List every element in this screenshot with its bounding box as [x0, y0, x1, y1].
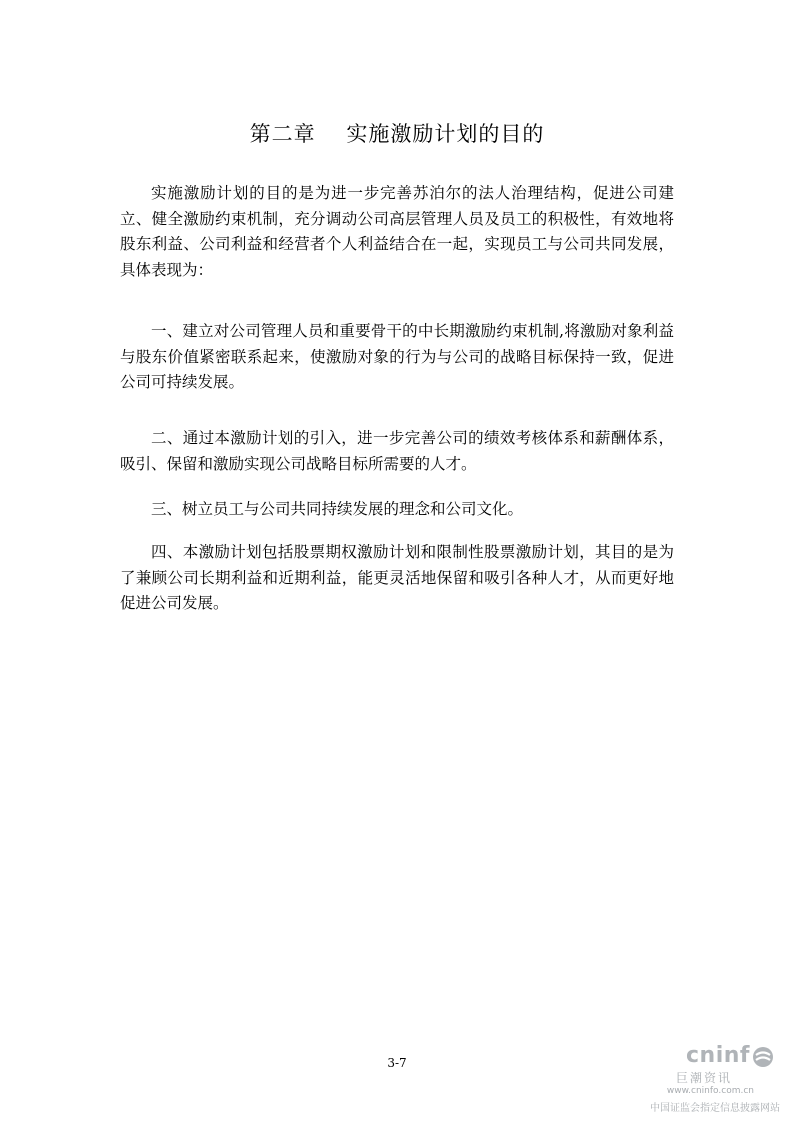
purpose-item-2: 二、通过本激励计划的引入，进一步完善公司的绩效考核体系和薪酬体系，吸引、保留和激励实现公司战略目标所需要的人才。	[120, 429, 674, 473]
watermark-chinese-name: 巨潮资讯	[675, 1071, 732, 1085]
cninfo-watermark	[630, 1043, 780, 1113]
watermark-url: www.cninfo.com.cn	[666, 1086, 754, 1096]
purpose-item-1: 一、建立对公司管理人员和重要骨干的中长期激励约束机制,将激励对象利益与股东价值紧密联系起来，使激励对象的行为与公司的战略目标保持一致，促进公司可持续发展。	[120, 322, 674, 391]
purpose-item-3: 三、树立员工与公司共同持续发展的理念和公司文化。	[151, 500, 524, 518]
chapter-title: 第二章 实施激励计划的目的	[249, 122, 545, 146]
cninfo-swirl-icon	[752, 1046, 774, 1068]
purpose-item-4: 四、本激励计划包括股票期权激励计划和限制性股票激励计划，其目的是为了兼顾公司长期利益和近期利益，能更灵活地保留和吸引各种人才，从而更好地促进公司发展。	[120, 543, 674, 612]
watermark-logo-text: cninf	[686, 1043, 750, 1068]
page-number: 3-7	[387, 1056, 407, 1070]
watermark-tagline: 中国证监会指定信息披露网站	[650, 1103, 780, 1114]
intro-paragraph: 实施激励计划的目的是为进一步完善苏泊尔的法人治理结构，促进公司建立、健全激励约束机制，充分调动公司高层管理人员及员工的积极性，有效地将股东利益、公司利益和经营者个人利益结合在一起，实现员工与公司共同发展，具体表现为：	[120, 184, 674, 279]
